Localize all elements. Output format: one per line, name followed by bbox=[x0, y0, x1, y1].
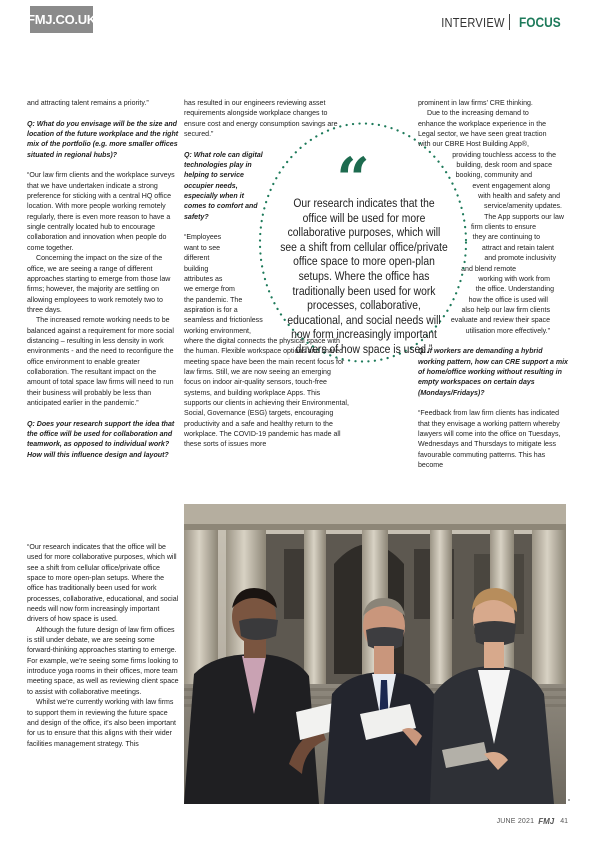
line: working environment, bbox=[184, 327, 251, 335]
paragraph: Concerning the impact on the size of the office, we are seeing a range of different approaches starting to emerge from those law firms; however, the majority are settling on allowing employees to work remotely two to three days. bbox=[27, 255, 171, 314]
line: attract and retain talent bbox=[481, 244, 554, 252]
line: event engagement along bbox=[472, 182, 550, 190]
line: how the office is used will bbox=[468, 296, 548, 304]
decorative-tick bbox=[568, 799, 570, 801]
paragraph: “Our research indicates that the office will be used for more collaborative purposes, which will see a shift from cellular office/private office space to more open-plan setups. Where the office has traditionally been used for work processes, collaborative, educational, and social needs will now form increasingly important drivers of how space is used. bbox=[27, 544, 179, 624]
question: Q: What role can digital technologies play in helping to service occupier needs, especially when it comes to comfort and safety? bbox=[184, 151, 263, 221]
paragraph: “Our law firm clients and the workplace surveys that we have undertaken indicate a strong preference for sticking with a central HQ office location. With more people working remotely regularly, there is even more reason to have a single centrally located hub to encourage collaboration and innovation when people do come together. bbox=[27, 172, 175, 252]
question: Q: If workers are demanding a hybrid working pattern, how can CRE support a mix of home/office working without resulting in empty workspaces on certain days (Mondays/Fridays)? bbox=[418, 348, 568, 397]
line: service/amenity updates. bbox=[484, 203, 562, 211]
photo-illustration bbox=[184, 504, 566, 804]
line: evaluate and review their space bbox=[450, 317, 550, 325]
line: prominent in law firms’ CRE thinking. bbox=[418, 100, 533, 107]
line: building bbox=[184, 265, 209, 273]
line: providing touchless access to the bbox=[452, 151, 556, 159]
paragraph: The increased remote working needs to be balanced against a requirement for more social distancing – resulting in less density in work environments - and the need to reconfigure the office environment to enable greater collaboration. The resultant impact on the amount of total space law firms will need to run their business will probably be less than anticipated earlier in the pandemic.” bbox=[27, 317, 174, 407]
line: “Employees bbox=[184, 234, 222, 242]
quote-mark-icon: “ bbox=[336, 145, 370, 213]
line: with our CBRE Host Building App®, bbox=[418, 141, 529, 149]
column-1-continued bbox=[27, 543, 179, 750]
line: want to see bbox=[184, 244, 221, 252]
page-footer bbox=[497, 817, 568, 826]
line: attributes as bbox=[184, 275, 223, 283]
header-divider bbox=[509, 14, 510, 30]
line: the pandemic. The bbox=[184, 296, 243, 304]
photo-three-men-outside-building bbox=[184, 504, 566, 804]
line: enhance the workplace experience in the bbox=[418, 120, 547, 128]
line: aspiration is for a bbox=[184, 306, 238, 314]
line: booking, community and bbox=[455, 172, 532, 180]
line: The App supports our law bbox=[484, 213, 564, 221]
question: Q: Does your research support the idea that the office will be used for collaboration and teamwork, as opposed to individual work? How will this influence design and layout? bbox=[27, 420, 175, 459]
paragraph: where the digital connects the physical space with the human. Flexible workspace options and shared meeting space have been the main recent focus for law firms. Still, we are now seeing an emerging focus on indoor air-quality sensors, touch-free systems, and building workplace Apps. This supports our clients in achieving their Environmental, Social, Governance (ESG) targets, encouraging productivity and a safe and healthy return to the workplace. The COVID-19 pandemic has made all these sorts of issues more bbox=[184, 337, 349, 449]
line: firm clients to ensure bbox=[470, 224, 536, 232]
line: building, desk room and space bbox=[456, 162, 552, 170]
section-header bbox=[430, 14, 568, 30]
issue-date: JUNE 2021 bbox=[496, 818, 535, 825]
line: Legal sector, we have seen great traction bbox=[418, 131, 547, 139]
site-logo[interactable] bbox=[27, 6, 96, 33]
line: we emerge from bbox=[184, 286, 235, 294]
line: different bbox=[184, 255, 210, 263]
paragraph: Although the future design of law firm offices is still under debate, we are seeing some forward-thinking approaches starting to emerge. For example, we’re seeing some firms looking to introduce yoga rooms in their offices, more team meeting space, as well as reviewing client space to assist with collaborative meetings. bbox=[27, 626, 179, 696]
column-1 bbox=[27, 99, 179, 461]
pull-quote-text: Our research indicates that the office will be used for more collaborative purposes, which will see a shift from cellular office/private office space to more open-plan setups. Where the office has traditionally been used for work processes, collaborative, educational, and social needs will now form increasingly important drivers of how space is used.” bbox=[280, 196, 448, 356]
line: seamless and frictionless bbox=[184, 317, 263, 325]
line: the office. Understanding bbox=[475, 286, 554, 294]
category-label: FOCUS bbox=[519, 14, 561, 30]
page-number: 41 bbox=[560, 818, 568, 825]
line: with health and safety and bbox=[478, 193, 560, 201]
line: and blend remote bbox=[461, 265, 516, 273]
line: they are continuing to bbox=[472, 234, 540, 242]
line: utilisation more effectively.” bbox=[465, 327, 550, 335]
line: Due to the increasing demand to bbox=[427, 110, 529, 118]
line: also help our law firm clients bbox=[461, 306, 550, 314]
paragraph: and attracting talent remains a priority.” bbox=[27, 100, 149, 107]
logo-text: FMJ.CO.UK bbox=[27, 12, 96, 27]
brand-mark: FMJ bbox=[538, 817, 555, 826]
line: and promote inclusivity bbox=[484, 255, 556, 263]
line: working with work from bbox=[478, 275, 550, 283]
paragraph: “Feedback from law firm clients has indicated that they envisage a working pattern whereby lawyers will come into the office on Tuesdays, Wednesdays and Thursdays to mitigate less favourable commuting patterns. This has become bbox=[418, 410, 561, 470]
paragraph: Whilst we’re currently working with law firms to support them in reviewing the future space and design of the office, it’s also been important for us to ensure that this aligns with their wider facilities management strategy. This bbox=[27, 699, 176, 748]
paragraph: has resulted in our engineers reviewing asset requirements alongside workplace changes to ensure cost and energy consumption savings are secured.” bbox=[184, 100, 338, 139]
question: Q: What do you envisage will be the size and location of the future workplace and the right mix of the portfolio (e.g. more smaller offices situated in regional hubs)? bbox=[27, 120, 179, 159]
section-label: INTERVIEW bbox=[441, 14, 505, 30]
